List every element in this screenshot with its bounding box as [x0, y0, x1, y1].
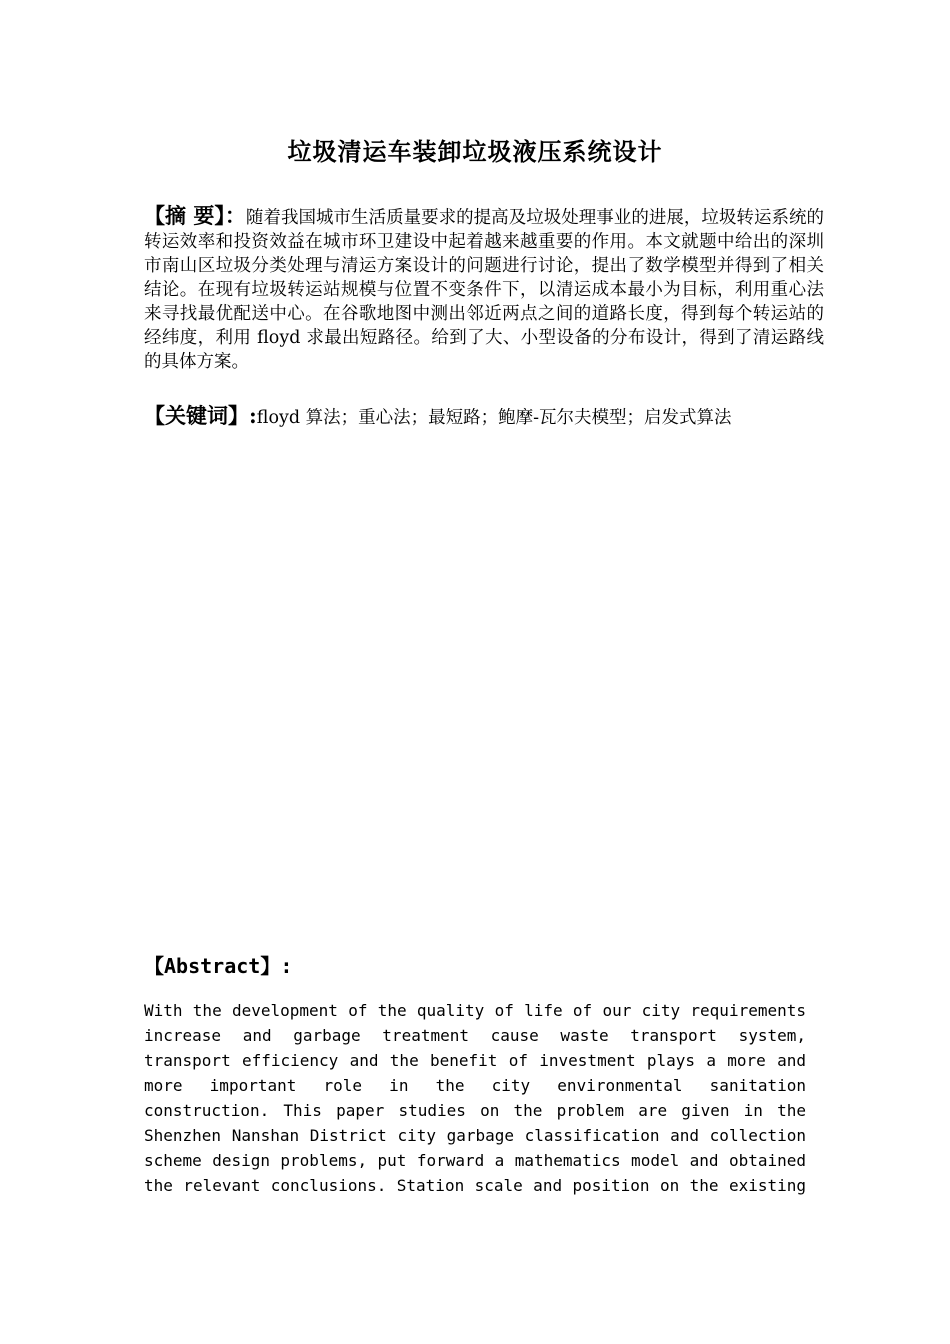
english-abstract-line: more important role in the city environmental sanitation	[144, 1076, 806, 1095]
english-abstract-line: Shenzhen Nanshan District city garbage classification and collection	[144, 1126, 806, 1145]
english-abstract-line: transport efficiency and the benefit of investment plays a more and	[144, 1051, 806, 1070]
chinese-abstract-heading: 【摘 要】：	[144, 203, 246, 228]
english-abstract-line: With the development of the quality of life of our city requirements	[144, 1001, 806, 1020]
chinese-abstract	[144, 204, 824, 374]
chinese-keywords-body: floyd 算法；重心法；最短路；鲍摩-瓦尔夫模型；启发式算法	[256, 408, 732, 428]
english-abstract-line: scheme design problems, put forward a mathematics model and obtained	[144, 1151, 806, 1170]
english-abstract-line: construction. This paper studies on the problem are given in the	[144, 1101, 806, 1120]
document-title: 垃圾清运车装卸垃圾液压系统设计	[287, 137, 663, 166]
chinese-keywords	[144, 404, 824, 430]
english-abstract-line: the relevant conclusions. Station scale and position on the existing	[144, 1176, 806, 1195]
english-abstract-body	[144, 998, 806, 1198]
english-abstract-heading: 【Abstract】:	[144, 954, 293, 978]
chinese-keywords-heading: 【关键词】:	[144, 403, 257, 428]
english-abstract-line: increase and garbage treatment cause waste transport system,	[144, 1026, 806, 1045]
chinese-abstract-body: 随着我国城市生活质量要求的提高及垃圾处理事业的进展，垃圾转运系统的转运效率和投资效益在城市环卫建设中起着越来越重要的作用。本文就题中给出的深圳市南山区垃圾分类处理与清运方案设计的问题进行讨论，提出了数学模型并得到了相关结论。在现有垃圾转运站规模与位置不变条件下，以清运成本最小为目标，利用重心法来寻找最优配送中心。在谷歌地图中测出邻近两点之间的道路长度，得到每个转运站的经纬度，利用 floyd 求最出短路径。给到了大、小型设备的分布设计，得到了清运路线的具体方案。	[144, 208, 824, 372]
